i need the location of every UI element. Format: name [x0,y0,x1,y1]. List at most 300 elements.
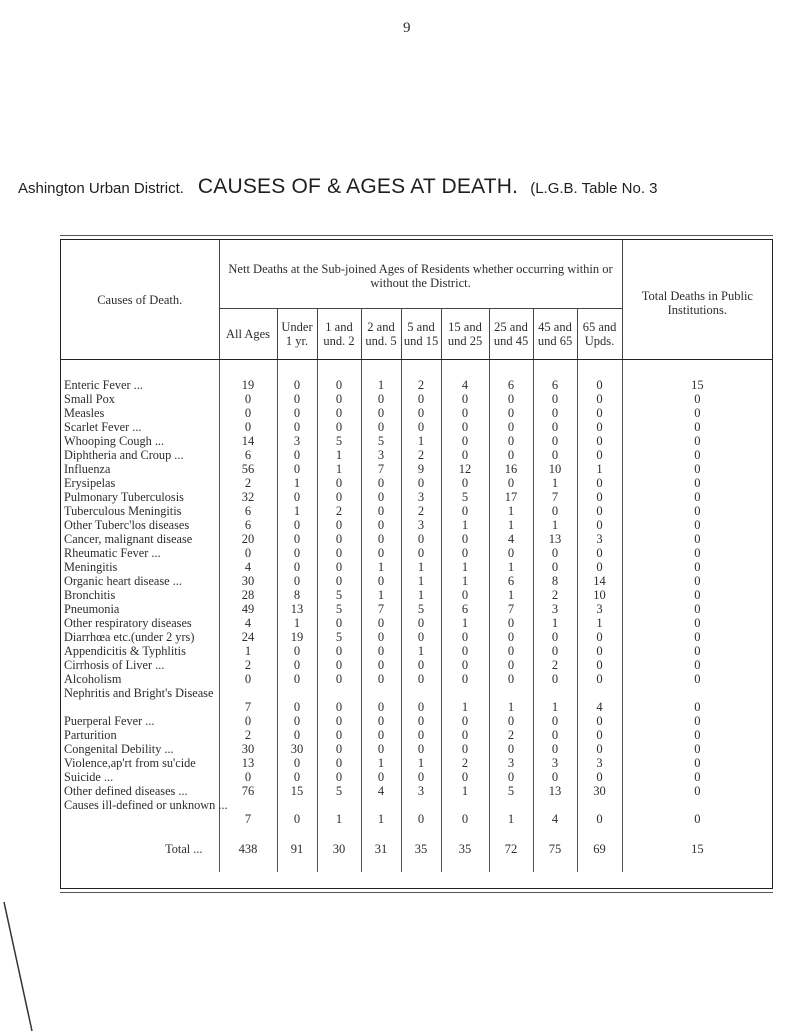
death-count-cell: 0 [317,518,361,532]
death-count-cell: 0 [577,476,622,490]
death-count-cell: 0 [441,392,489,406]
death-count-cell: 0 [577,420,622,434]
death-count-cell: 0 [533,672,577,686]
total-count-cell: 438 [219,826,277,872]
death-count-cell: 13 [277,602,317,616]
death-count-cell: 0 [277,798,317,826]
death-count-cell: 0 [489,392,533,406]
death-count-cell: 0 [277,560,317,574]
death-count-cell: 0 [317,658,361,672]
death-count-cell: 5 [317,434,361,448]
death-count-cell: 0 [219,546,277,560]
table-row [61,574,772,588]
death-count-cell: 0 [489,434,533,448]
death-count-cell: 10 [577,588,622,602]
death-count-cell: 0 [577,728,622,742]
death-count-cell: 0 [277,532,317,546]
death-count-cell: 1 [401,574,441,588]
death-count-cell: 0 [361,392,401,406]
death-count-cell: 0 [694,770,701,784]
death-count-cell: 0 [577,392,622,406]
death-count-cell: 0 [533,742,577,756]
age-group-header: Nett Deaths at the Sub-joined Ages of Residents whether occurring within or without the District. [219,240,622,309]
death-count-cell: 0 [361,490,401,504]
death-count-cell: 0 [694,560,701,574]
death-count-cell: 0 [694,490,701,504]
table-row [61,686,772,714]
death-count-cell: 1 [401,560,441,574]
death-count-cell: 1 [361,560,401,574]
death-count-cell: 0 [277,686,317,714]
death-count-cell: 3 [401,784,441,798]
death-count-cell: 0 [577,490,622,504]
death-count-cell: 9 [401,462,441,476]
table-row [61,588,772,602]
table-row [61,798,772,826]
death-count-cell: 0 [533,392,577,406]
death-count-cell: 4 [577,686,622,714]
death-count-cell: 0 [694,518,701,532]
death-count-cell: 1 [277,476,317,490]
death-count-cell: 1 [317,462,361,476]
death-count-cell: 24 [219,630,277,644]
death-count-cell: 2 [219,658,277,672]
death-count-cell: 3 [401,490,441,504]
death-count-cell: 2 [489,728,533,742]
death-count-cell: 1 [401,434,441,448]
death-count-cell: 0 [317,686,361,714]
death-count-cell: 0 [533,420,577,434]
cause-label: Suicide ... [61,770,219,784]
death-count-cell: 0 [277,392,317,406]
death-count-cell: 0 [694,658,701,672]
death-count-cell: 0 [577,504,622,518]
death-count-cell: 0 [577,714,622,728]
death-count-cell: 0 [401,392,441,406]
death-count-cell: 3 [401,518,441,532]
death-count-cell: 1 [441,616,489,630]
death-count-cell: 0 [277,546,317,560]
table-row [61,616,772,630]
table-row [61,434,772,448]
death-count-cell: 0 [577,378,622,392]
death-count-cell: 0 [533,504,577,518]
death-count-cell: 0 [441,406,489,420]
death-count-cell: 0 [401,420,441,434]
table-row [61,602,772,616]
death-count-cell: 0 [441,658,489,672]
death-count-cell: 0 [277,406,317,420]
cause-label: Puerperal Fever ... [61,714,219,728]
death-count-cell: 1 [489,798,533,826]
death-count-cell: 0 [533,728,577,742]
death-count-cell: 0 [694,644,701,658]
death-count-cell: 17 [489,490,533,504]
age-header-7: 45 and und 65 [533,309,577,360]
death-count-cell: 0 [533,448,577,462]
death-count-cell: 0 [694,812,701,826]
death-count-cell: 0 [577,644,622,658]
death-count-cell: 0 [694,420,701,434]
death-count-cell: 0 [441,728,489,742]
death-count-cell: 2 [219,728,277,742]
death-count-cell: 2 [219,476,277,490]
cause-label: Nephritis and Bright's Disease [61,686,219,714]
death-count-cell: 0 [401,798,441,826]
death-count-cell: 30 [277,742,317,756]
death-count-cell: 0 [361,630,401,644]
table-reference: (L.G.B. Table No. 3 [530,180,658,197]
death-count-cell: 1 [441,518,489,532]
table-row [61,630,772,644]
death-count-cell: 1 [577,616,622,630]
death-count-cell: 6 [441,602,489,616]
death-count-cell: 0 [533,406,577,420]
death-count-cell: 0 [219,714,277,728]
death-count-cell: 0 [277,420,317,434]
cause-label: Other respiratory diseases [61,616,219,630]
cause-label: Influenza [61,462,219,476]
death-count-cell: 5 [361,434,401,448]
total-count-cell: 91 [277,826,317,872]
death-count-cell: 0 [577,672,622,686]
death-count-cell: 0 [441,420,489,434]
death-count-cell: 15 [691,378,704,392]
death-count-cell: 1 [577,462,622,476]
death-count-cell: 0 [441,504,489,518]
death-count-cell: 0 [317,644,361,658]
death-count-cell: 0 [219,420,277,434]
death-count-cell: 0 [317,490,361,504]
age-header-0: All Ages [219,309,277,360]
death-count-cell: 15 [277,784,317,798]
death-count-cell: 0 [441,532,489,546]
death-count-cell: 0 [361,616,401,630]
death-count-cell: 0 [694,546,701,560]
top-rule [60,235,773,236]
death-count-cell: 16 [489,462,533,476]
death-count-cell: 0 [361,644,401,658]
death-count-cell: 0 [533,770,577,784]
death-count-cell: 1 [401,644,441,658]
death-count-cell: 0 [317,770,361,784]
table-row [61,560,772,574]
death-count-cell: 0 [361,742,401,756]
death-count-cell: 6 [219,518,277,532]
death-count-cell: 0 [533,644,577,658]
death-count-cell: 0 [694,406,701,420]
death-count-cell: 0 [401,742,441,756]
death-count-cell: 0 [489,644,533,658]
cause-label: Erysipelas [61,476,219,490]
death-count-cell: 1 [317,448,361,462]
table-row [61,518,772,532]
death-count-cell: 0 [577,742,622,756]
death-count-cell: 1 [489,686,533,714]
total-count-cell: 31 [361,826,401,872]
death-count-cell: 0 [401,728,441,742]
death-count-cell: 3 [489,756,533,770]
death-count-cell: 0 [694,462,701,476]
table-row [61,714,772,728]
total-count-cell: 15 [691,842,704,856]
death-count-cell: 0 [577,630,622,644]
death-count-cell: 0 [441,742,489,756]
death-count-cell: 5 [317,784,361,798]
death-count-cell: 3 [277,434,317,448]
death-count-cell: 0 [489,770,533,784]
deaths-table [61,240,772,872]
death-count-cell: 1 [441,560,489,574]
age-header-4: 5 and und 15 [401,309,441,360]
death-count-cell: 0 [317,546,361,560]
death-count-cell: 0 [361,518,401,532]
cause-label: Violence,ap'rt from su'cide [61,756,219,770]
table-title: CAUSES OF & AGES AT DEATH. [197,175,519,198]
death-count-cell: 1 [277,616,317,630]
death-count-cell: 0 [577,798,622,826]
death-count-cell: 1 [277,504,317,518]
death-count-cell: 1 [533,476,577,490]
death-count-cell: 0 [401,672,441,686]
death-count-cell: 1 [489,560,533,574]
death-count-cell: 0 [361,546,401,560]
death-count-cell: 8 [533,574,577,588]
page-number: 9 [403,20,411,36]
death-count-cell: 0 [317,560,361,574]
death-count-cell: 5 [489,784,533,798]
death-count-cell: 0 [694,532,701,546]
cause-label: Diarrhœa etc.(under 2 yrs) [61,630,219,644]
death-count-cell: 0 [277,672,317,686]
total-count-cell: 30 [317,826,361,872]
cause-label: Whooping Cough ... [61,434,219,448]
death-count-cell: 0 [533,546,577,560]
table-row [61,392,772,406]
death-count-cell: 5 [317,630,361,644]
cause-label: Congenital Debility ... [61,742,219,756]
death-count-cell: 0 [694,728,701,742]
death-count-cell: 0 [277,714,317,728]
death-count-cell: 0 [317,616,361,630]
death-count-cell: 0 [533,630,577,644]
death-count-cell: 0 [401,658,441,672]
death-count-cell: 0 [317,378,361,392]
death-count-cell: 30 [219,742,277,756]
death-count-cell: 3 [577,532,622,546]
death-count-cell: 2 [441,756,489,770]
death-count-cell: 0 [401,714,441,728]
cause-label: Scarlet Fever ... [61,420,219,434]
death-count-cell: 0 [489,448,533,462]
death-count-cell: 1 [219,644,277,658]
death-count-cell: 0 [361,420,401,434]
death-count-cell: 0 [361,770,401,784]
death-count-cell: 0 [694,602,701,616]
death-count-cell: 0 [577,546,622,560]
cause-label: Rheumatic Fever ... [61,546,219,560]
death-count-cell: 0 [361,476,401,490]
cause-label: Pneumonia [61,602,219,616]
death-count-cell: 1 [361,588,401,602]
death-count-cell: 0 [401,476,441,490]
death-count-cell: 0 [361,406,401,420]
death-count-cell: 0 [401,630,441,644]
cause-label: Small Pox [61,392,219,406]
death-count-cell: 0 [317,532,361,546]
causes-header: Causes of Death. [61,240,219,360]
death-count-cell: 0 [489,742,533,756]
table-row [61,448,772,462]
death-count-cell: 5 [401,602,441,616]
death-count-cell: 0 [361,672,401,686]
death-count-cell: 0 [317,742,361,756]
table-row [61,546,772,560]
death-count-cell: 1 [489,504,533,518]
deaths-body [61,360,772,873]
death-count-cell: 0 [694,756,701,770]
death-count-cell: 0 [361,532,401,546]
death-count-cell: 1 [401,756,441,770]
death-count-cell: 6 [489,574,533,588]
death-count-cell: 0 [361,574,401,588]
cause-label: Causes ill-defined or unknown ... [61,798,219,826]
death-count-cell: 14 [219,434,277,448]
death-count-cell: 0 [694,588,701,602]
death-count-cell: 0 [441,546,489,560]
death-count-cell: 13 [533,784,577,798]
age-header-8: 65 and Upds. [577,309,622,360]
death-count-cell: 2 [401,448,441,462]
death-count-cell: 0 [317,756,361,770]
death-count-cell: 3 [533,756,577,770]
death-count-cell: 0 [577,560,622,574]
death-count-cell: 0 [317,420,361,434]
death-count-cell: 56 [219,462,277,476]
death-count-cell: 0 [401,770,441,784]
death-count-cell: 0 [401,406,441,420]
death-count-cell: 0 [441,448,489,462]
table-row [61,490,772,504]
death-count-cell: 6 [219,448,277,462]
death-count-cell: 0 [577,770,622,784]
death-count-cell: 2 [533,588,577,602]
death-count-cell: 0 [317,406,361,420]
cause-label: Enteric Fever ... [61,378,219,392]
death-count-cell: 0 [489,658,533,672]
death-count-cell: 19 [277,630,317,644]
death-count-cell: 0 [277,756,317,770]
institutions-header: Total Deaths in Public Institutions. [622,240,772,360]
total-label: Total ... [61,826,219,872]
cause-label: Other Tuberc'los diseases [61,518,219,532]
death-count-cell: 0 [441,770,489,784]
death-count-cell: 13 [533,532,577,546]
death-count-cell: 0 [577,434,622,448]
total-count-cell: 69 [577,826,622,872]
death-count-cell: 0 [441,672,489,686]
death-count-cell: 0 [441,714,489,728]
death-count-cell: 0 [401,532,441,546]
table-row [61,658,772,672]
total-count-cell: 72 [489,826,533,872]
death-count-cell: 0 [694,392,701,406]
death-count-cell: 4 [441,378,489,392]
death-count-cell: 0 [441,630,489,644]
table-row [61,770,772,784]
table-row [61,462,772,476]
death-count-cell: 0 [277,770,317,784]
death-count-cell: 0 [489,672,533,686]
death-count-cell: 0 [694,448,701,462]
table-row [61,476,772,490]
death-count-cell: 0 [489,616,533,630]
death-count-cell: 5 [317,588,361,602]
death-count-cell: 0 [277,574,317,588]
district-name: Ashington Urban District. [18,180,184,197]
death-count-cell: 3 [361,448,401,462]
cause-label: Other defined diseases ... [61,784,219,798]
death-count-cell: 7 [533,490,577,504]
death-count-cell: 0 [489,420,533,434]
death-count-cell: 0 [277,490,317,504]
death-count-cell: 0 [219,406,277,420]
death-count-cell: 30 [577,784,622,798]
death-count-cell: 0 [219,392,277,406]
death-count-cell: 0 [694,434,701,448]
cause-label: Appendicitis & Typhlitis [61,644,219,658]
death-count-cell: 0 [694,504,701,518]
death-count-cell: 0 [401,616,441,630]
total-row [61,826,772,872]
death-count-cell: 4 [219,616,277,630]
death-count-cell: 0 [361,728,401,742]
death-count-cell: 0 [317,728,361,742]
death-count-cell: 0 [577,518,622,532]
death-count-cell: 0 [219,770,277,784]
death-count-cell: 0 [489,714,533,728]
death-count-cell: 0 [694,714,701,728]
margin-line-mark [0,900,36,1033]
cause-label: Parturition [61,728,219,742]
death-count-cell: 0 [489,406,533,420]
death-count-cell: 4 [361,784,401,798]
age-header-1: Under 1 yr. [277,309,317,360]
cause-label: Measles [61,406,219,420]
death-count-cell: 6 [533,378,577,392]
table-row [61,420,772,434]
death-count-cell: 0 [317,672,361,686]
death-count-cell: 2 [401,504,441,518]
death-count-cell: 1 [533,518,577,532]
death-count-cell: 0 [441,798,489,826]
table-row [61,504,772,518]
death-count-cell: 0 [277,658,317,672]
total-count-cell: 75 [533,826,577,872]
death-count-cell: 1 [317,798,361,826]
total-count-cell: 35 [401,826,441,872]
death-count-cell: 1 [441,574,489,588]
death-count-cell: 3 [577,756,622,770]
death-count-cell: 49 [219,602,277,616]
death-count-cell: 0 [533,714,577,728]
total-count-cell: 35 [441,826,489,872]
death-count-cell: 2 [317,504,361,518]
death-count-cell: 20 [219,532,277,546]
death-count-cell: 1 [533,686,577,714]
death-count-cell: 0 [533,434,577,448]
death-count-cell: 8 [277,588,317,602]
